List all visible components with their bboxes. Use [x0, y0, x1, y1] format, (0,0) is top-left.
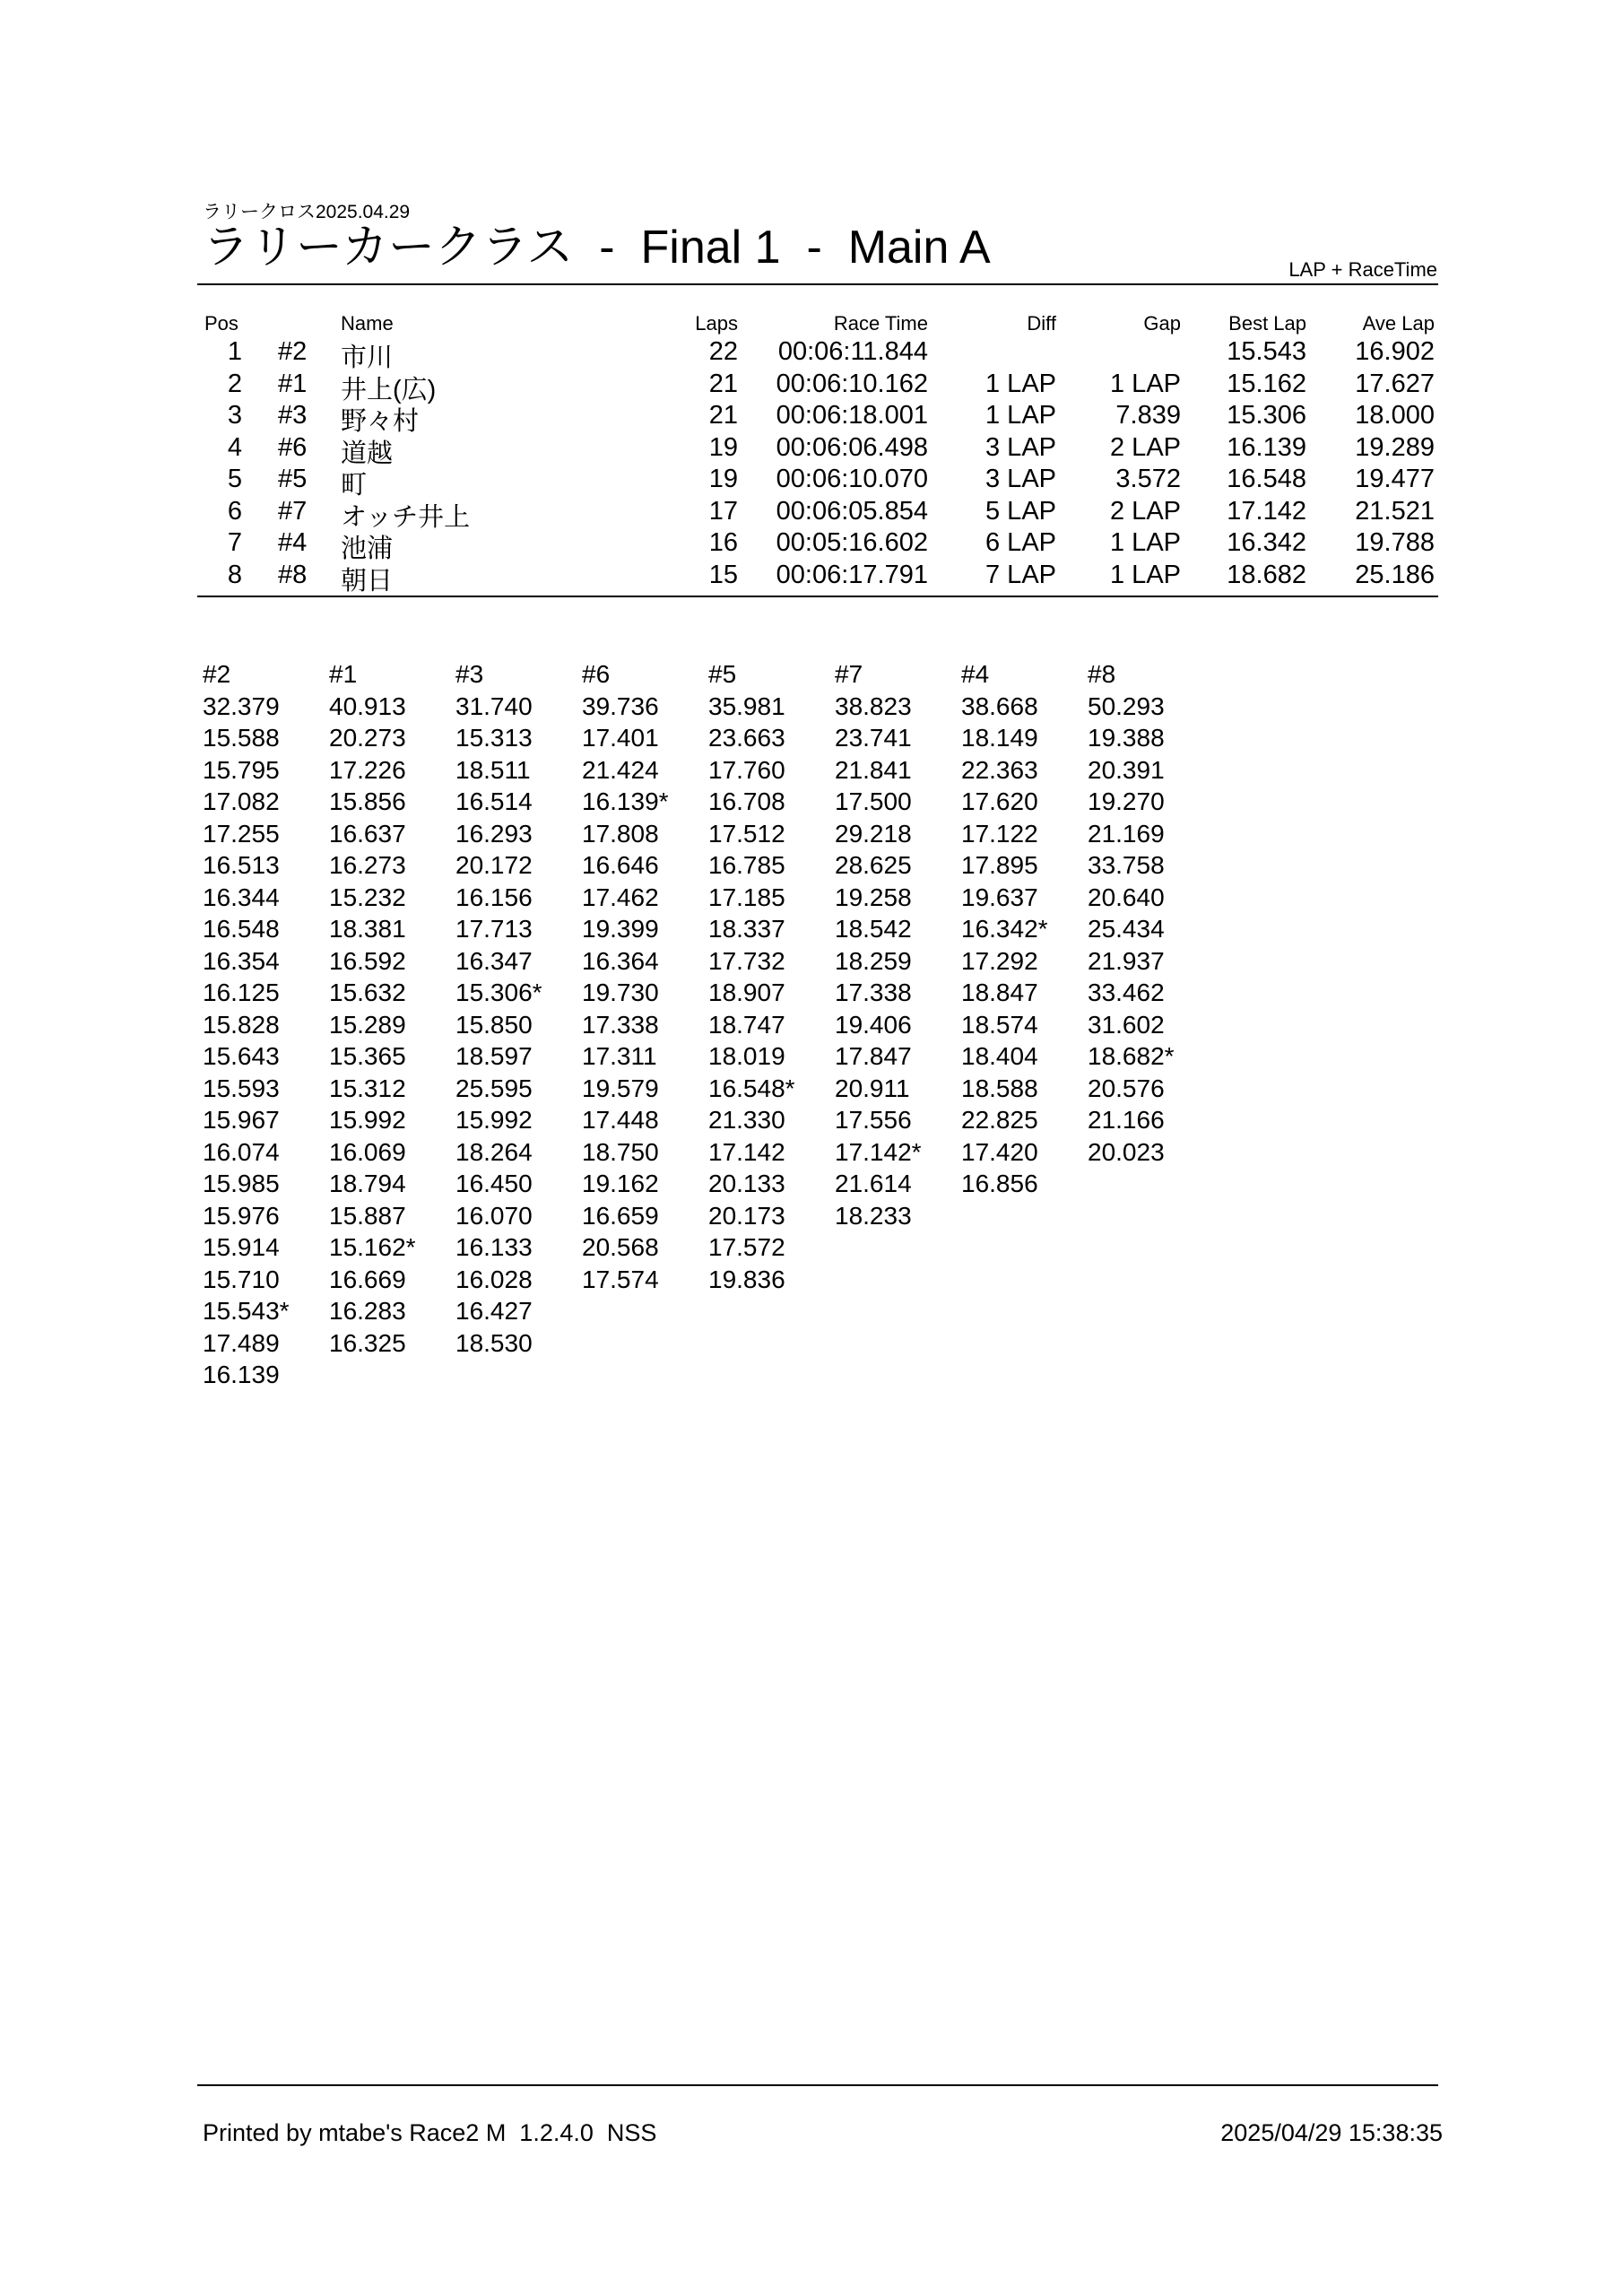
lap-time: 18.404 [961, 1042, 1038, 1070]
header-name: Name [341, 312, 394, 335]
best-lap: 17.142 [1227, 496, 1306, 526]
result-row [0, 465, 1622, 500]
lap-time: 17.142* [835, 1137, 922, 1166]
lap-time: 15.289 [329, 1010, 406, 1039]
diff: 1 LAP [985, 401, 1056, 430]
lap-time: 16.283 [329, 1297, 406, 1325]
header-best-lap: Best Lap [1228, 312, 1306, 335]
lap-time: 18.019 [708, 1042, 785, 1070]
lap-time: 16.646 [582, 851, 659, 879]
lap-time: 16.427 [455, 1297, 533, 1325]
race-time: 00:06:06.498 [776, 432, 928, 462]
lap-time: 17.620 [961, 787, 1038, 815]
driver-name: オッチ井上 [341, 502, 471, 532]
result-row [0, 369, 1622, 404]
lap-time: 19.406 [835, 1010, 912, 1039]
diff: 7 LAP [985, 560, 1056, 589]
lap-time: 19.258 [835, 883, 912, 911]
lap-column [582, 658, 707, 1295]
lap-time: 19.399 [582, 915, 659, 943]
header-ave-lap: Ave Lap [1362, 312, 1435, 335]
lap-time: 16.344 [203, 883, 280, 911]
ave-lap: 19.477 [1355, 465, 1435, 493]
header-laps: Laps [695, 312, 738, 335]
ave-lap: 19.289 [1355, 432, 1435, 462]
gap: 1 LAP [1110, 528, 1181, 557]
lap-time: 31.740 [455, 691, 533, 720]
lap-time: 21.169 [1088, 819, 1165, 848]
lap-time: 17.226 [329, 755, 406, 784]
lap-time: 22.825 [961, 1106, 1038, 1134]
lap-time: 16.364 [582, 946, 659, 975]
lap-time: 19.579 [582, 1074, 659, 1102]
header-pos: Pos [204, 312, 239, 335]
driver-name: 市川 [341, 344, 394, 372]
laps: 17 [708, 496, 738, 526]
pos: 3 [227, 401, 242, 430]
lap-time: 15.710 [203, 1265, 280, 1293]
lap-time: 25.434 [1088, 915, 1165, 943]
lap-time: 20.023 [1088, 1137, 1165, 1166]
pos: 7 [227, 528, 242, 557]
lap-time: 16.637 [329, 819, 406, 848]
gap: 7.839 [1115, 401, 1181, 430]
lap-time: 16.074 [203, 1137, 280, 1166]
ave-lap: 16.902 [1355, 337, 1435, 366]
pos: 8 [227, 560, 242, 589]
event-name: ラリークロス2025.04.29 [203, 202, 411, 222]
lap-time: 18.907 [708, 978, 785, 1006]
lap-time: 16.125 [203, 978, 280, 1006]
lap-time: 20.568 [582, 1233, 659, 1261]
lap-time: 39.736 [582, 691, 659, 720]
laps: 19 [708, 465, 738, 493]
car-number: #4 [278, 528, 308, 557]
laps: 15 [708, 560, 738, 589]
lap-time: 18.149 [961, 724, 1038, 752]
lap-time: 32.379 [203, 691, 280, 720]
header-race-time: Race Time [833, 312, 928, 335]
lap-time: 17.255 [203, 819, 280, 848]
lap-time: 18.847 [961, 978, 1038, 1006]
gap: 2 LAP [1110, 432, 1181, 462]
lap-time: 16.347 [455, 946, 533, 975]
lap-time: 16.133 [455, 1233, 533, 1261]
lap-time: 20.911 [835, 1074, 910, 1102]
lap-time: 17.808 [582, 819, 659, 848]
header-gap: Gap [1143, 312, 1181, 335]
race-time: 00:06:18.001 [776, 401, 928, 430]
lap-time: 16.513 [203, 851, 280, 879]
lap-time: 18.574 [961, 1010, 1038, 1039]
lap-time: 19.637 [961, 883, 1038, 911]
lap-time: 17.760 [708, 755, 785, 784]
ave-lap: 21.521 [1355, 496, 1435, 526]
result-row [0, 496, 1622, 532]
lap-time: 15.795 [203, 755, 280, 784]
lap-column-car: #3 [455, 660, 484, 688]
gap: 1 LAP [1110, 369, 1181, 398]
lap-time: 17.311 [582, 1042, 657, 1070]
lap-time: 18.337 [708, 915, 785, 943]
lap-time: 50.293 [1088, 691, 1165, 720]
header-diff: Diff [1027, 312, 1056, 335]
laps: 16 [708, 528, 738, 557]
car-number: #5 [278, 465, 308, 493]
driver-name: 朝日 [341, 566, 394, 596]
lap-time: 23.663 [708, 724, 785, 752]
car-number: #1 [278, 369, 308, 398]
lap-time: 15.992 [455, 1106, 533, 1134]
lap-time: 21.166 [1088, 1106, 1165, 1134]
lap-column [708, 658, 834, 1295]
footer-rule [197, 2084, 1438, 2086]
result-row [0, 401, 1622, 436]
car-number: #2 [278, 337, 308, 366]
result-row [0, 432, 1622, 468]
driver-name: 道越 [341, 439, 394, 468]
pos: 1 [227, 337, 242, 366]
lap-time: 20.640 [1088, 883, 1165, 911]
lap-time: 29.218 [835, 819, 912, 848]
lap-time: 31.602 [1088, 1010, 1165, 1039]
lap-time: 18.542 [835, 915, 912, 943]
lap-time: 19.730 [582, 978, 659, 1006]
driver-name: 町 [341, 471, 368, 500]
lap-time: 17.847 [835, 1042, 912, 1070]
best-lap: 16.342 [1227, 528, 1306, 557]
lap-time: 20.172 [455, 851, 533, 879]
lap-time: 20.576 [1088, 1074, 1165, 1102]
best-lap: 15.543 [1227, 337, 1306, 366]
lap-column-car: #1 [329, 660, 358, 688]
lap-time: 15.992 [329, 1106, 406, 1134]
race-time: 00:06:17.791 [776, 560, 928, 589]
lap-time: 16.139 [203, 1361, 280, 1388]
diff: 5 LAP [985, 496, 1056, 526]
lap-time: 15.976 [203, 1201, 280, 1230]
subtitle: LAP + RaceTime [1288, 258, 1437, 281]
lap-time: 17.556 [835, 1106, 912, 1134]
lap-time: 16.450 [455, 1170, 533, 1197]
lap-time: 18.511 [455, 755, 531, 784]
car-number: #6 [278, 432, 308, 462]
lap-time: 16.514 [455, 787, 533, 815]
lap-time: 16.273 [329, 851, 406, 879]
page-title: ラリーカークラス - Final 1 - Main A [203, 222, 991, 274]
race-time: 00:06:10.162 [776, 369, 928, 398]
lap-time: 19.388 [1088, 724, 1165, 752]
lap-time: 18.530 [455, 1328, 533, 1357]
lap-time: 21.841 [835, 755, 912, 784]
lap-time: 33.462 [1088, 978, 1165, 1006]
lap-column [203, 658, 328, 1391]
car-number: #7 [278, 496, 308, 526]
lap-time: 19.836 [708, 1265, 785, 1293]
lap-time: 16.659 [582, 1201, 659, 1230]
printed-by: Printed by mtabe's Race2 M 1.2.4.0 NSS [203, 2119, 657, 2146]
lap-time: 17.420 [961, 1137, 1038, 1166]
pos: 4 [227, 432, 242, 462]
lap-time: 15.887 [329, 1201, 406, 1230]
lap-time: 15.967 [203, 1106, 280, 1134]
lap-time: 20.133 [708, 1170, 785, 1197]
lap-time: 15.232 [329, 883, 406, 911]
ave-lap: 19.788 [1355, 528, 1435, 557]
lap-time: 15.365 [329, 1042, 406, 1070]
lap-time: 18.264 [455, 1137, 533, 1166]
lap-time: 17.462 [582, 883, 659, 911]
lap-time: 17.142 [708, 1137, 785, 1166]
lap-time: 18.682* [1088, 1042, 1175, 1070]
lap-time: 15.632 [329, 978, 406, 1006]
race-time: 00:06:10.070 [776, 465, 928, 493]
diff: 3 LAP [985, 432, 1056, 462]
gap: 2 LAP [1110, 496, 1181, 526]
best-lap: 15.162 [1227, 369, 1306, 398]
lap-time: 15.588 [203, 724, 280, 752]
lap-time: 16.548 [203, 915, 280, 943]
lap-time: 16.856 [961, 1170, 1038, 1197]
lap-time: 23.741 [835, 724, 912, 752]
lap-time: 15.828 [203, 1010, 280, 1039]
lap-column-car: #4 [961, 660, 990, 688]
lap-time: 28.625 [835, 851, 912, 879]
lap-time: 16.342* [961, 915, 1048, 943]
lap-time: 20.391 [1088, 755, 1165, 784]
ave-lap: 17.627 [1355, 369, 1435, 398]
lap-column-car: #8 [1088, 660, 1116, 688]
result-row [0, 528, 1622, 563]
lap-time: 15.312 [329, 1074, 406, 1102]
lap-time: 18.233 [835, 1201, 912, 1230]
best-lap: 16.139 [1227, 432, 1306, 462]
lap-time: 17.500 [835, 787, 912, 815]
lap-column-car: #2 [203, 660, 231, 688]
lap-time: 16.069 [329, 1137, 406, 1166]
lap-time: 15.593 [203, 1074, 280, 1102]
lap-time: 18.597 [455, 1042, 533, 1070]
lap-time: 40.913 [329, 691, 406, 720]
lap-time: 17.489 [203, 1328, 280, 1357]
lap-time: 25.595 [455, 1074, 533, 1102]
lap-time: 16.325 [329, 1328, 406, 1357]
lap-column-car: #5 [708, 660, 737, 688]
lap-time: 21.330 [708, 1106, 785, 1134]
lap-time: 17.338 [582, 1010, 659, 1039]
driver-name: 池浦 [341, 535, 394, 563]
laps: 19 [708, 432, 738, 462]
lap-time: 16.548* [708, 1074, 795, 1102]
gap: 3.572 [1115, 465, 1181, 493]
lap-time: 20.173 [708, 1201, 785, 1230]
ave-lap: 18.000 [1355, 401, 1435, 430]
lap-time: 18.381 [329, 915, 406, 943]
lap-time: 17.732 [708, 946, 785, 975]
lap-time: 21.937 [1088, 946, 1165, 975]
race-time: 00:05:16.602 [776, 528, 928, 557]
lap-time: 19.162 [582, 1170, 659, 1197]
best-lap: 16.548 [1227, 465, 1306, 493]
lap-time: 15.914 [203, 1233, 280, 1261]
pos: 5 [227, 465, 242, 493]
title-rule [197, 283, 1438, 285]
lap-time: 35.981 [708, 691, 785, 720]
lap-time: 17.572 [708, 1233, 785, 1261]
print-timestamp: 2025/04/29 15:38:35 [1220, 2119, 1443, 2146]
lap-time: 17.082 [203, 787, 280, 815]
driver-name: 野々村 [341, 407, 420, 436]
lap-column-car: #6 [582, 660, 611, 688]
lap-time: 22.363 [961, 755, 1038, 784]
result-row [0, 560, 1622, 596]
lap-time: 18.794 [329, 1170, 406, 1197]
lap-time: 16.592 [329, 946, 406, 975]
lap-column [835, 658, 960, 1231]
results-rule [197, 596, 1438, 597]
laps: 21 [708, 401, 738, 430]
lap-time: 18.588 [961, 1074, 1038, 1102]
lap-time: 19.270 [1088, 787, 1165, 815]
result-row [0, 337, 1622, 372]
lap-time: 15.856 [329, 787, 406, 815]
lap-time: 18.750 [582, 1137, 659, 1166]
diff: 3 LAP [985, 465, 1056, 493]
lap-time: 16.156 [455, 883, 533, 911]
lap-time: 16.785 [708, 851, 785, 879]
ave-lap: 25.186 [1355, 560, 1435, 589]
lap-time: 16.708 [708, 787, 785, 815]
lap-time: 15.985 [203, 1170, 280, 1197]
diff: 6 LAP [985, 528, 1056, 557]
best-lap: 15.306 [1227, 401, 1306, 430]
car-number: #8 [278, 560, 308, 589]
lap-time: 17.122 [961, 819, 1038, 848]
lap-column [1088, 658, 1213, 1168]
lap-column [455, 658, 581, 1359]
lap-time: 17.895 [961, 851, 1038, 879]
pos: 2 [227, 369, 242, 398]
lap-time: 15.313 [455, 724, 533, 752]
lap-time: 16.354 [203, 946, 280, 975]
lap-column [961, 658, 1087, 1200]
lap-time: 15.306* [455, 978, 542, 1006]
lap-time: 17.574 [582, 1265, 659, 1293]
driver-name: 井上(広) [341, 375, 437, 404]
lap-time: 17.448 [582, 1106, 659, 1134]
lap-time: 15.643 [203, 1042, 280, 1070]
lap-time: 20.273 [329, 724, 406, 752]
lap-time: 16.070 [455, 1201, 533, 1230]
lap-time: 17.292 [961, 946, 1038, 975]
lap-time: 18.747 [708, 1010, 785, 1039]
diff: 1 LAP [985, 369, 1056, 398]
lap-column-car: #7 [835, 660, 863, 688]
race-time: 00:06:11.844 [777, 337, 928, 366]
lap-time: 15.162* [329, 1233, 416, 1261]
laps: 22 [708, 337, 738, 366]
lap-time: 16.139* [582, 787, 669, 815]
lap-time: 21.614 [835, 1170, 912, 1197]
laps: 21 [708, 369, 738, 398]
race-time: 00:06:05.854 [776, 496, 928, 526]
lap-time: 38.668 [961, 691, 1038, 720]
lap-time: 17.338 [835, 978, 912, 1006]
lap-time: 17.713 [455, 915, 533, 943]
lap-time: 38.823 [835, 691, 912, 720]
lap-column [329, 658, 455, 1359]
lap-time: 16.028 [455, 1265, 533, 1293]
lap-time: 15.850 [455, 1010, 533, 1039]
lap-time: 15.543* [203, 1297, 290, 1325]
lap-time: 16.293 [455, 819, 533, 848]
lap-time: 18.259 [835, 946, 912, 975]
gap: 1 LAP [1110, 560, 1181, 589]
best-lap: 18.682 [1227, 560, 1306, 589]
car-number: #3 [278, 401, 308, 430]
lap-time: 17.185 [708, 883, 785, 911]
lap-time: 16.669 [329, 1265, 406, 1293]
lap-time: 33.758 [1088, 851, 1165, 879]
lap-time: 17.401 [582, 724, 659, 752]
lap-time: 17.512 [708, 819, 785, 848]
lap-time: 21.424 [582, 755, 659, 784]
pos: 6 [227, 496, 242, 526]
